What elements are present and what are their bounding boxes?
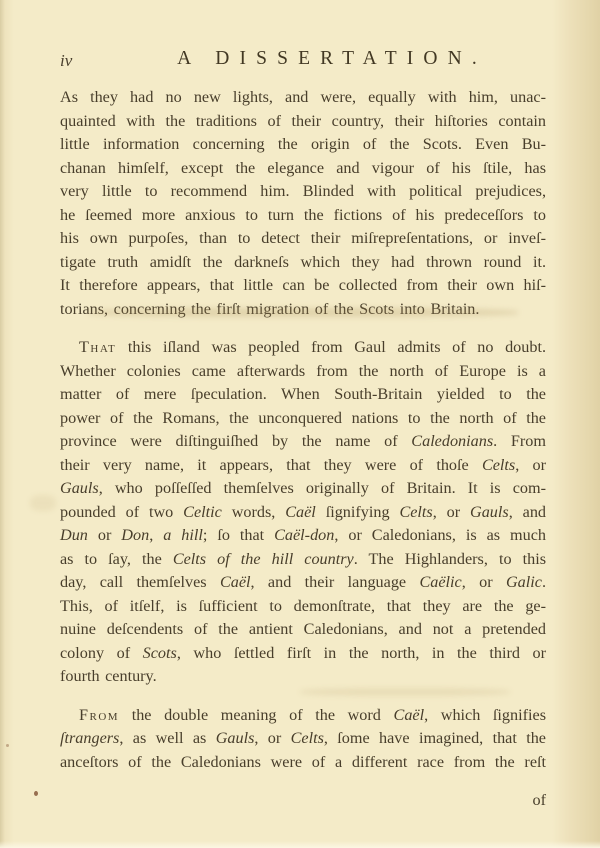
italic-term: Don bbox=[121, 526, 150, 544]
text-run: very little to recommend him. Blinded with political prejudices, bbox=[60, 182, 546, 200]
italic-term: Galic bbox=[505, 573, 542, 591]
text-run: . From bbox=[493, 432, 546, 450]
text-line bbox=[60, 110, 546, 134]
text-line bbox=[60, 360, 546, 384]
text-run: words, bbox=[221, 502, 286, 521]
text-run: matter of mere ſpeculation. When South-Britain yielded to the bbox=[60, 385, 546, 403]
text-line bbox=[60, 454, 546, 478]
text-run: , bbox=[149, 526, 164, 544]
text-line bbox=[60, 204, 546, 228]
ink-speck bbox=[34, 791, 38, 796]
text-line bbox=[60, 751, 546, 775]
text-run: province were diſtinguiſhed by the name of bbox=[60, 432, 412, 450]
running-title: A DISSERTATION. bbox=[177, 48, 487, 69]
text-run: , and bbox=[508, 502, 547, 521]
paragraph bbox=[60, 704, 546, 775]
text-line bbox=[60, 595, 546, 619]
text-run: tigate truth amidſt the darkneſs which they had thrown round it. bbox=[60, 252, 546, 271]
paragraph bbox=[60, 336, 546, 689]
text-run: Whether colonies came afterwards from the north of Europe is a bbox=[60, 361, 546, 380]
italic-term: Caledonians bbox=[411, 432, 494, 450]
text-block bbox=[60, 86, 546, 813]
text-run: pounded of two bbox=[60, 502, 184, 521]
text-run: , or bbox=[254, 729, 291, 747]
text-run: , who ſettled firſt in the north, in the third or bbox=[176, 643, 546, 662]
page-header bbox=[60, 48, 546, 72]
text-run: , or bbox=[432, 502, 471, 521]
text-line bbox=[60, 548, 546, 572]
smallcaps-opener: That bbox=[79, 338, 117, 356]
text-line bbox=[60, 251, 546, 275]
text-run: nuine deſcendents of the antient Caledonians, and not a pretended bbox=[60, 620, 546, 638]
text-line bbox=[60, 501, 546, 525]
text-run: , or bbox=[515, 455, 546, 474]
text-run: fourth century. bbox=[60, 667, 157, 685]
italic-term: a hill bbox=[163, 526, 203, 544]
text-run: , and their language bbox=[250, 573, 420, 591]
italic-term: Gauls bbox=[60, 479, 99, 497]
italic-term: Scots bbox=[142, 643, 177, 662]
text-run: , who poſſeſſed themſelves originally of Britain. It is com- bbox=[98, 479, 546, 497]
italic-term: Celtic bbox=[183, 502, 222, 521]
catchword: of bbox=[532, 791, 546, 809]
text-line bbox=[60, 274, 546, 298]
text-run: he ſeemed more anxious to turn the fictions of his predeceſſors to bbox=[60, 205, 546, 224]
text-line bbox=[60, 727, 546, 751]
text-line bbox=[60, 571, 546, 595]
page-number: iv bbox=[60, 51, 73, 70]
text-run: day, call themſelves bbox=[60, 573, 220, 591]
text-line bbox=[60, 227, 546, 251]
text-run: quainted with the traditions of their country, their hiſtories contain bbox=[60, 111, 546, 130]
text-run: anceſtors of the Caledonians were of a different race from the reſt bbox=[60, 752, 546, 771]
text-run: the double meaning of the word bbox=[119, 705, 394, 724]
italic-term: Celts bbox=[481, 455, 516, 474]
text-line bbox=[60, 704, 546, 728]
text-run: power of the Romans, the unconquered nations to the north of the bbox=[60, 408, 546, 427]
ink-speck bbox=[6, 744, 9, 747]
text-run: colony of bbox=[60, 643, 143, 662]
text-run: It therefore appears, that little can be collected from their own hiſ- bbox=[60, 276, 546, 294]
text-run: torians, concerning the firſt migration of the Scots into Britain. bbox=[60, 299, 480, 318]
text-run: , ſome have imagined, that the bbox=[323, 729, 546, 747]
text-line bbox=[60, 524, 546, 548]
italic-term: ſtrangers bbox=[60, 729, 120, 747]
text-run: . The Highlanders, to this bbox=[353, 549, 546, 568]
text-run: As they had no new lights, and were, equally with him, unac- bbox=[60, 88, 546, 106]
italic-term: Gauls bbox=[215, 729, 255, 747]
italic-term: Caëlic bbox=[419, 573, 462, 591]
text-run: little information concerning the origin of the Scots. Even Bu- bbox=[60, 135, 546, 153]
text-run: his own purpoſes, than to detect their miſrepreſentations, or inveſ- bbox=[60, 229, 546, 247]
text-run: ſignifying bbox=[315, 502, 400, 521]
text-line bbox=[60, 407, 546, 431]
italic-term: Gauls bbox=[470, 502, 509, 521]
text-run: , or bbox=[461, 573, 506, 591]
italic-term: Celts of the hill country bbox=[172, 549, 354, 568]
text-line bbox=[60, 430, 546, 454]
page-bottom-edge bbox=[0, 841, 600, 848]
text-run: ; ſo that bbox=[202, 526, 275, 544]
text-line bbox=[60, 336, 546, 360]
showthrough-smudge bbox=[30, 495, 56, 511]
showthrough-smudge bbox=[88, 308, 518, 317]
text-run: , which ſignifies bbox=[424, 705, 546, 724]
text-line bbox=[60, 86, 546, 110]
text-line bbox=[60, 383, 546, 407]
text-line bbox=[60, 157, 546, 181]
text-run: , as well as bbox=[119, 729, 216, 747]
italic-term: Celts bbox=[290, 729, 324, 747]
text-line bbox=[60, 642, 546, 666]
text-run: chanan himſelf, except the elegance and vigour of his ſtile, has bbox=[60, 158, 546, 177]
text-run: , or Caledonians, is as much bbox=[334, 526, 547, 544]
italic-term: Caël-don bbox=[274, 526, 335, 544]
smallcaps-opener: From bbox=[79, 705, 120, 724]
text-run: as to ſay, the bbox=[60, 549, 173, 568]
text-run: This, of itſelf, is ſufficient to demonſtrate, that they are the ge- bbox=[60, 596, 546, 615]
text-line bbox=[60, 665, 546, 689]
italic-term: Caël bbox=[219, 573, 251, 591]
paragraph bbox=[60, 86, 546, 321]
italic-term: Celts bbox=[399, 502, 433, 521]
text-run: their very name, it appears, that they were of thoſe bbox=[60, 455, 482, 474]
text-line bbox=[60, 618, 546, 642]
text-line bbox=[60, 180, 546, 204]
text-line bbox=[60, 133, 546, 157]
italic-term: Caël bbox=[285, 502, 316, 521]
text-run: or bbox=[87, 526, 122, 544]
text-line bbox=[60, 477, 546, 501]
italic-term: Dun bbox=[60, 526, 88, 544]
showthrough-smudge bbox=[300, 688, 510, 696]
text-run: this iſland was peopled from Gaul admits of no doubt. bbox=[116, 338, 546, 356]
italic-term: Caël bbox=[393, 705, 425, 724]
text-run: . bbox=[541, 573, 546, 591]
